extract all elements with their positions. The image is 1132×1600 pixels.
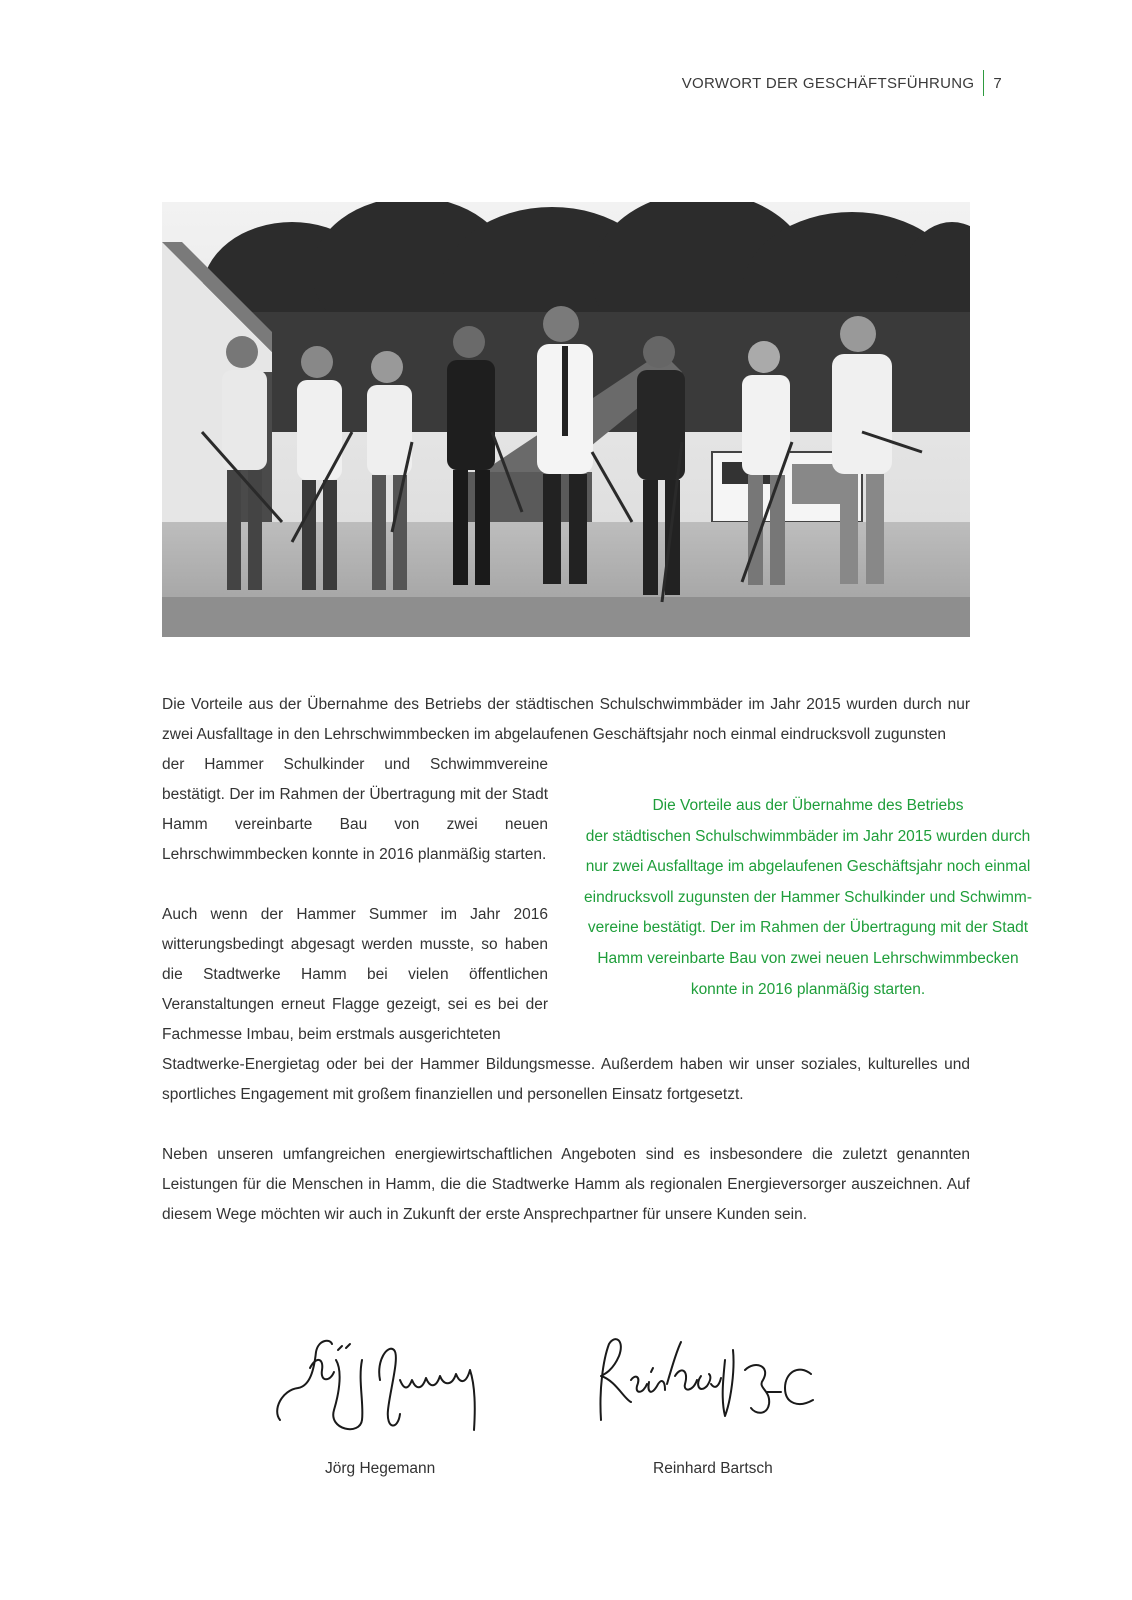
paragraph-3: Neben unseren umfangreichen energiewirtschaftlichen Angeboten sind es insbesondere die zuletzt genannten Leistungen für die Menschen in Hamm, die die Stadtwerke Hamm als regionalen Energieversorger auszeichnen. Auf diesem Wege möchten wir auch in Zukunft der erste Ansprechpartner für unsere Kunden sein. (162, 1146, 970, 1223)
signature-right (585, 1330, 825, 1445)
group-photo (162, 202, 970, 637)
handwritten-signature-icon (270, 1330, 510, 1440)
handwritten-signature-icon (585, 1330, 825, 1440)
quote-line: der städtischen Schulschwimmbäder im Jahr 2015 wurden durch (585, 827, 1031, 845)
quote-line: nur zwei Ausfalltage im abgelaufenen Geschäftsjahr noch einmal (585, 858, 1031, 876)
paragraph-1-intro: Die Vorteile aus der Übernahme des Betriebs der städtischen Schulschwimmbäder im Jahr 2015 wurden durch nur zwei Ausfalltage in den Lehrschwimmbecken im abgelaufenen Geschäftsjahr noch einmal eindrucksvoll zugunsten (162, 696, 970, 743)
paragraph-2-full: Stadtwerke-Energietag oder bei der Hammer Bildungsmesse. Außerdem haben wir unser soziales, kulturelles und sportliches Engagement mit großem finanziellen und personellen Einsatz fortgesetzt. (162, 1056, 970, 1103)
quote-line: Die Vorteile aus der Übernahme des Betriebs (652, 797, 964, 814)
quote-line: vereine bestätigt. Der im Rahmen der Übertragung mit der Stadt (587, 919, 1029, 937)
quote-line: eindrucksvoll zugunsten der Hammer Schulkinder und Schwimm- (584, 888, 1032, 906)
signatory-name-right: Reinhard Bartsch (653, 1460, 773, 1477)
paragraph-2-column: Auch wenn der Hammer Summer im Jahr 2016 witterungsbedingt abgesagt werden musste, so haben die Stadtwerke Hamm bei vielen öffentlichen Veranstaltungen erneut Flagge gezeigt, sei es bei der Fachmesse Imbau, beim erstmals ausgerichteten (162, 906, 548, 1043)
pull-quote (568, 791, 1048, 1005)
page-number: 7 (993, 74, 1002, 92)
quote-line: Hamm vereinbarte Bau von zwei neuen Lehrschwimmbecken (597, 949, 1019, 967)
photo-illustration-icon (162, 202, 970, 637)
signatory-name-left: Jörg Hegemann (325, 1460, 436, 1477)
signature-left (270, 1330, 510, 1445)
paragraph-1-column: der Hammer Schulkinder und Schwimmvereine bestätigt. Der im Rahmen der Übertragung mit der Stadt Hamm vereinbarte Bau von zwei neuen Lehrschwimmbecken konnte in 2016 planmäßig starten. (162, 756, 548, 863)
quote-line: konnte in 2016 planmäßig starten. (690, 980, 926, 998)
header-divider (983, 70, 984, 96)
running-header (682, 70, 1002, 96)
section-title: VORWORT DER GESCHÄFTSFÜHRUNG (681, 74, 975, 92)
